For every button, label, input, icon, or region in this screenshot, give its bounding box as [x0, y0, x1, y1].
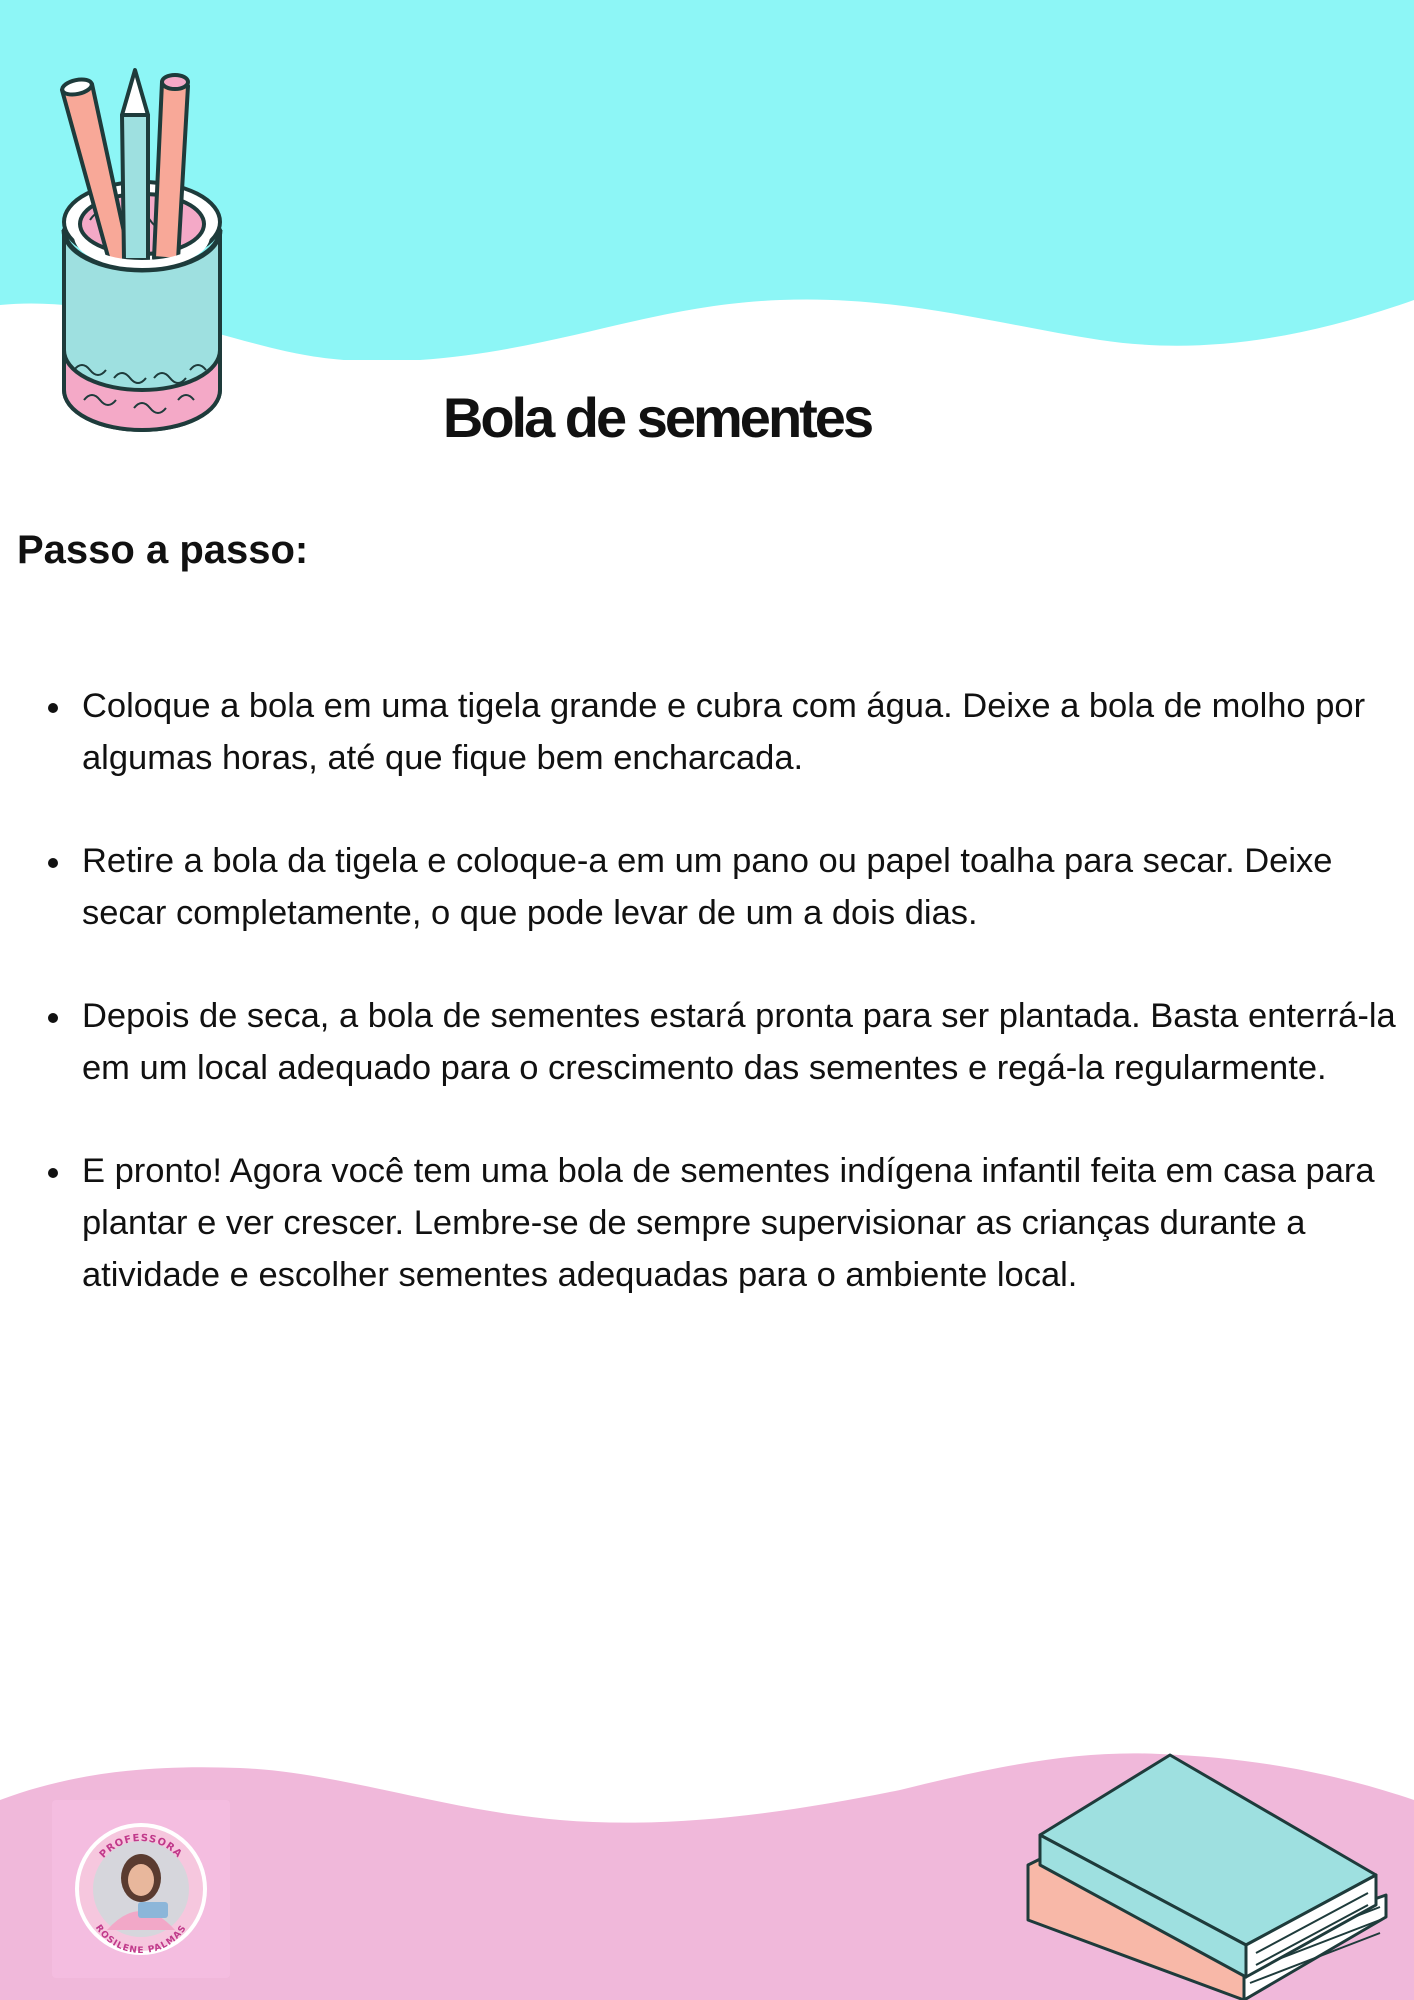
steps-list: [82, 680, 1407, 1352]
teacher-logo: [52, 1800, 230, 1978]
svg-text:ROSILENE PALMAS: ROSILENE PALMAS: [92, 1923, 190, 1957]
list-item: Retire a bola da tigela e coloque-a em um pano ou papel toalha para secar. Deixe secar completamente, o que pode levar de um a dois dias.: [82, 835, 1407, 939]
list-item: Coloque a bola em uma tigela grande e cubra com água. Deixe a bola de molho por algumas horas, até que fique bem encharcada.: [82, 680, 1407, 784]
page-title: Bola de sementes: [442, 386, 872, 449]
svg-text:PROFESSORA: PROFESSORA: [97, 1832, 185, 1861]
list-item: E pronto! Agora você tem uma bola de sementes indígena infantil feita em casa para plantar e ver crescer. Lembre-se de sempre supervisionar as crianças durante a atividade e escolher sementes adequadas para o ambiente local.: [82, 1145, 1407, 1301]
section-subtitle: Passo a passo:: [17, 528, 309, 572]
logo-lettering: [52, 1800, 230, 1978]
books-stack-icon: [1020, 1745, 1400, 2000]
list-item: Depois de seca, a bola de sementes estará pronta para ser plantada. Basta enterrá-la em um local adequado para o crescimento das sementes e regá-la regularmente.: [82, 990, 1407, 1094]
